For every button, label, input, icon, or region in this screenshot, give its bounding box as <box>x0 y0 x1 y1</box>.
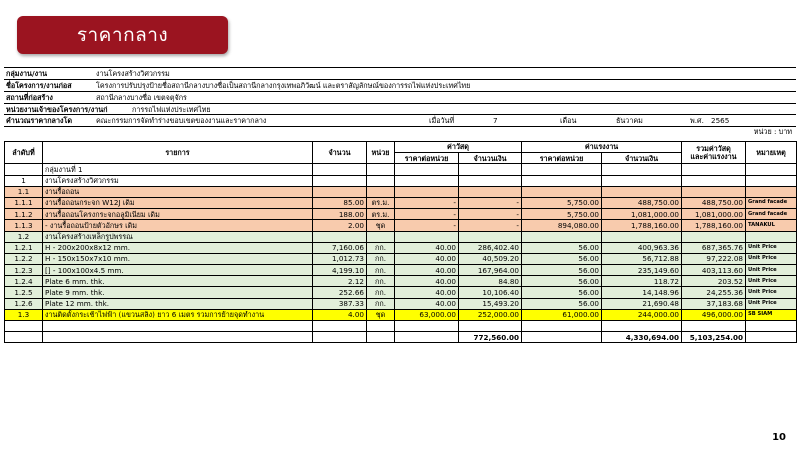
row-total <box>682 321 746 332</box>
table-row <box>5 287 797 298</box>
row-qty: 2.00 <box>313 220 367 231</box>
row-item: งานรื้อถอน <box>43 186 313 197</box>
row-labor-amount: 21,690.48 <box>602 298 682 309</box>
row-item: งานโครงสร้างวิศวกรรม <box>43 175 313 186</box>
year-value: 2565 <box>711 116 730 125</box>
row-no: 1.1 <box>5 186 43 197</box>
month-value: ธันวาคม <box>616 116 643 125</box>
row-labor-amount <box>602 321 682 332</box>
row-remark: Unit Price <box>746 287 797 298</box>
row-labor-unit-price <box>522 186 602 197</box>
row-total: 1,081,000.00 <box>682 209 746 220</box>
table-row <box>5 265 797 276</box>
row-no: 1.2.5 <box>5 287 43 298</box>
row-labor-unit-price <box>522 164 602 175</box>
row-material-unit-price: 40.00 <box>395 276 459 287</box>
totals-row <box>5 332 797 343</box>
row-labor-amount <box>602 231 682 242</box>
banner-title: ราคากลาง <box>76 24 169 46</box>
row-labor-unit-price: 56.00 <box>522 253 602 264</box>
row-material-amount <box>459 164 522 175</box>
row-remark: Unit Price <box>746 242 797 253</box>
table-row <box>5 209 797 220</box>
row-item: กลุ่มงานที่ 1 <box>43 164 313 175</box>
row-item: H - 150x150x7x10 mm. <box>43 253 313 264</box>
row-total: 203.52 <box>682 276 746 287</box>
row-no: 1 <box>5 175 43 186</box>
row-labor-unit-price: 56.00 <box>522 242 602 253</box>
row-qty: 85.00 <box>313 197 367 208</box>
row-item: Plate 6 mm. thk. <box>43 276 313 287</box>
info-owner-row <box>4 104 796 115</box>
row-remark: Unit Price <box>746 265 797 276</box>
row-unit: ชุด <box>367 309 395 320</box>
row-no: 1.2.4 <box>5 276 43 287</box>
row-material-unit-price <box>395 321 459 332</box>
row-remark: Unit Price <box>746 253 797 264</box>
row-total: 37,183.68 <box>682 298 746 309</box>
table-row <box>5 197 797 208</box>
row-material-amount: - <box>459 197 522 208</box>
row-item: งานรื้อถอนโครงกระจกอลูมิเนียม เดิม <box>43 209 313 220</box>
info-calc-row <box>4 115 796 127</box>
row-unit <box>367 186 395 197</box>
row-material-amount: - <box>459 220 522 231</box>
table-row <box>5 253 797 264</box>
col-labor-header: ค่าแรงงาน <box>522 142 682 153</box>
row-material-unit-price <box>395 231 459 242</box>
row-qty <box>313 164 367 175</box>
row-remark <box>746 231 797 242</box>
row-qty: 1,012.73 <box>313 253 367 264</box>
row-material-amount: 10,106.40 <box>459 287 522 298</box>
grand-total: 5,103,254.00 <box>682 332 746 343</box>
row-qty: 252.66 <box>313 287 367 298</box>
table-row <box>5 164 797 175</box>
owner-value: การรถไฟแห่งประเทศไทย <box>132 105 211 114</box>
row-qty: 4,199.10 <box>313 265 367 276</box>
row-total: 24,255.36 <box>682 287 746 298</box>
row-labor-unit-price <box>522 175 602 186</box>
row-remark: SB SIAM <box>746 309 797 320</box>
total-labor-amount: 4,330,694.00 <box>602 332 682 343</box>
row-qty <box>313 231 367 242</box>
calc-label: คำนวณราคากลางโด <box>6 116 73 125</box>
row-material-amount: 15,493.20 <box>459 298 522 309</box>
col-qty-header: จำนวน <box>313 142 367 164</box>
row-material-unit-price <box>395 186 459 197</box>
row-remark: Unit Price <box>746 298 797 309</box>
row-labor-amount: 244,000.00 <box>602 309 682 320</box>
row-unit: กก. <box>367 265 395 276</box>
table-row <box>5 231 797 242</box>
row-labor-unit-price: 5,750.00 <box>522 197 602 208</box>
col-remark-header: หมายเหตุ <box>746 142 797 164</box>
row-labor-unit-price: 894,080.00 <box>522 220 602 231</box>
row-item <box>43 321 313 332</box>
project-label: ชื่อโครงการ/งานก่อส <box>6 81 72 90</box>
info-site-row <box>4 92 796 104</box>
row-qty <box>313 175 367 186</box>
row-labor-unit-price: 61,000.00 <box>522 309 602 320</box>
row-remark <box>746 164 797 175</box>
calc-value: คณะกรรมการจัดทำร่างขอบเขตของงานและราคากลาง <box>96 116 267 125</box>
row-unit: ชุด <box>367 220 395 231</box>
row-no: 1.2.2 <box>5 253 43 264</box>
row-labor-amount <box>602 164 682 175</box>
col-item-header: รายการ <box>43 142 313 164</box>
row-unit: กก. <box>367 242 395 253</box>
row-material-amount <box>459 186 522 197</box>
row-labor-unit-price <box>522 231 602 242</box>
row-qty: 7,160.06 <box>313 242 367 253</box>
row-unit <box>367 321 395 332</box>
project-value: โครงการปรับปรุงป้ายชื่อสถานีกลางบางซื่อเป็นสถานีกลางกรุงเทพอภิวัฒน์ และตราสัญลักษณ์ของการรถไฟแห่งประเทศไทย <box>96 81 471 90</box>
info-project-row <box>4 80 796 92</box>
row-item: Plate 12 mm. thk. <box>43 298 313 309</box>
material-amount-header: จำนวนเงิน <box>459 153 522 164</box>
date-label: เมื่อวันที่ <box>429 116 455 125</box>
row-no <box>5 321 43 332</box>
row-material-unit-price: 40.00 <box>395 298 459 309</box>
row-item: งานติดตั้งกระเช้าไฟฟ้า (แขวนสลิง) ยาว 6 เมตร รวมการย้ายจุดทำงาน <box>43 309 313 320</box>
row-qty: 4.00 <box>313 309 367 320</box>
owner-label: หน่วยงานเจ้าของโครงการ/งานก่ <box>6 105 108 114</box>
labor-amount-header: จำนวนเงิน <box>602 153 682 164</box>
price-table <box>4 141 797 343</box>
col-material-header: ค่าวัสดุ <box>395 142 522 153</box>
row-total <box>682 164 746 175</box>
row-labor-amount: 1,788,160.00 <box>602 220 682 231</box>
row-labor-unit-price: 56.00 <box>522 265 602 276</box>
row-material-unit-price: - <box>395 220 459 231</box>
row-no: 1.2.1 <box>5 242 43 253</box>
row-unit: กก. <box>367 287 395 298</box>
title-banner <box>17 16 228 54</box>
row-total: 496,000.00 <box>682 309 746 320</box>
row-material-amount <box>459 175 522 186</box>
row-material-amount: 252,000.00 <box>459 309 522 320</box>
table-row <box>5 321 797 332</box>
row-qty <box>313 321 367 332</box>
row-labor-amount: 118.72 <box>602 276 682 287</box>
row-unit: กก. <box>367 276 395 287</box>
row-labor-unit-price: 56.00 <box>522 276 602 287</box>
row-item: [] - 100x100x4.5 mm. <box>43 265 313 276</box>
row-material-amount <box>459 231 522 242</box>
row-labor-amount: 400,963.36 <box>602 242 682 253</box>
col-no-header: ลำดับที่ <box>5 142 43 164</box>
row-no <box>5 164 43 175</box>
row-remark: TANAKUL <box>746 220 797 231</box>
dept-value: งานโครงสร้างวิศวกรรม <box>96 69 170 78</box>
row-unit: กก. <box>367 298 395 309</box>
row-labor-unit-price: 5,750.00 <box>522 209 602 220</box>
material-unit-price-header: ราคาต่อหน่วย <box>395 153 459 164</box>
row-material-amount: 40,509.20 <box>459 253 522 264</box>
row-material-unit-price: 40.00 <box>395 242 459 253</box>
row-labor-amount <box>602 186 682 197</box>
row-no: 1.1.2 <box>5 209 43 220</box>
row-labor-unit-price: 56.00 <box>522 298 602 309</box>
row-item: - งานรื้อถอนป้ายตัวอักษร เดิม <box>43 220 313 231</box>
total-material-amount: 772,560.00 <box>459 332 522 343</box>
page-number: 10 <box>772 432 786 443</box>
row-remark <box>746 321 797 332</box>
row-total: 403,113.60 <box>682 265 746 276</box>
row-labor-unit-price: 56.00 <box>522 287 602 298</box>
site-value: สถานีกลางบางซื่อ เขตจตุจักร <box>96 93 187 102</box>
total-header-line2: และค่าแรงงาน <box>690 151 737 161</box>
row-remark: Grand facade <box>746 197 797 208</box>
row-total: 687,365.76 <box>682 242 746 253</box>
row-qty: 387.33 <box>313 298 367 309</box>
row-material-unit-price <box>395 164 459 175</box>
row-total <box>682 175 746 186</box>
row-no: 1.2.6 <box>5 298 43 309</box>
table-row <box>5 220 797 231</box>
row-labor-amount: 14,148.96 <box>602 287 682 298</box>
row-material-amount <box>459 321 522 332</box>
row-material-unit-price: - <box>395 209 459 220</box>
row-no: 1.1.1 <box>5 197 43 208</box>
row-labor-amount: 56,712.88 <box>602 253 682 264</box>
row-remark: Unit Price <box>746 276 797 287</box>
row-remark: Grand facade <box>746 209 797 220</box>
row-material-amount: - <box>459 209 522 220</box>
col-unit-header: หน่วย <box>367 142 395 164</box>
site-label: สถานที่ก่อสร้าง <box>6 93 53 102</box>
table-row <box>5 186 797 197</box>
row-material-unit-price: 63,000.00 <box>395 309 459 320</box>
row-material-unit-price: 40.00 <box>395 253 459 264</box>
row-material-amount: 167,964.00 <box>459 265 522 276</box>
unit-note: หน่วย : บาท <box>753 127 792 136</box>
row-material-amount: 286,402.40 <box>459 242 522 253</box>
row-remark <box>746 186 797 197</box>
row-total <box>682 231 746 242</box>
year-label: พ.ศ. <box>690 116 704 125</box>
row-no: 1.3 <box>5 309 43 320</box>
price-sheet <box>4 67 796 342</box>
table-row <box>5 242 797 253</box>
row-item: งานโครงสร้างเหล็กรูปพรรณ <box>43 231 313 242</box>
row-unit: กก. <box>367 253 395 264</box>
row-total: 97,222.08 <box>682 253 746 264</box>
row-total: 488,750.00 <box>682 197 746 208</box>
table-row <box>5 309 797 320</box>
row-item: งานรื้อถอนกระจก W12J เดิม <box>43 197 313 208</box>
row-qty <box>313 186 367 197</box>
row-unit: ตร.ม. <box>367 209 395 220</box>
row-labor-unit-price <box>522 321 602 332</box>
row-remark <box>746 175 797 186</box>
month-label: เดือน <box>560 116 577 125</box>
row-no: 1.2 <box>5 231 43 242</box>
col-total-header <box>682 142 746 164</box>
row-item: H - 200x200x8x12 mm. <box>43 242 313 253</box>
row-material-unit-price: 40.00 <box>395 287 459 298</box>
row-labor-amount: 488,750.00 <box>602 197 682 208</box>
row-material-unit-price: - <box>395 197 459 208</box>
row-material-amount: 84.80 <box>459 276 522 287</box>
table-row <box>5 298 797 309</box>
row-labor-amount: 1,081,000.00 <box>602 209 682 220</box>
info-dept-row <box>4 67 796 80</box>
row-no: 1.2.3 <box>5 265 43 276</box>
row-unit <box>367 164 395 175</box>
row-total <box>682 186 746 197</box>
table-row <box>5 276 797 287</box>
row-unit <box>367 175 395 186</box>
row-labor-amount <box>602 175 682 186</box>
labor-unit-price-header: ราคาต่อหน่วย <box>522 153 602 164</box>
row-labor-amount: 235,149.60 <box>602 265 682 276</box>
date-day: 7 <box>493 116 498 125</box>
row-unit <box>367 231 395 242</box>
row-total: 1,788,160.00 <box>682 220 746 231</box>
row-material-unit-price <box>395 175 459 186</box>
row-qty: 188.00 <box>313 209 367 220</box>
row-unit: ตร.ม. <box>367 197 395 208</box>
total-header-line1: รวมค่าวัสดุ <box>696 144 731 154</box>
table-row <box>5 175 797 186</box>
dept-label: กลุ่มงาน/งาน <box>6 69 48 78</box>
row-item: Plate 9 mm. thk. <box>43 287 313 298</box>
row-qty: 2.12 <box>313 276 367 287</box>
row-material-unit-price: 40.00 <box>395 265 459 276</box>
row-no: 1.1.3 <box>5 220 43 231</box>
